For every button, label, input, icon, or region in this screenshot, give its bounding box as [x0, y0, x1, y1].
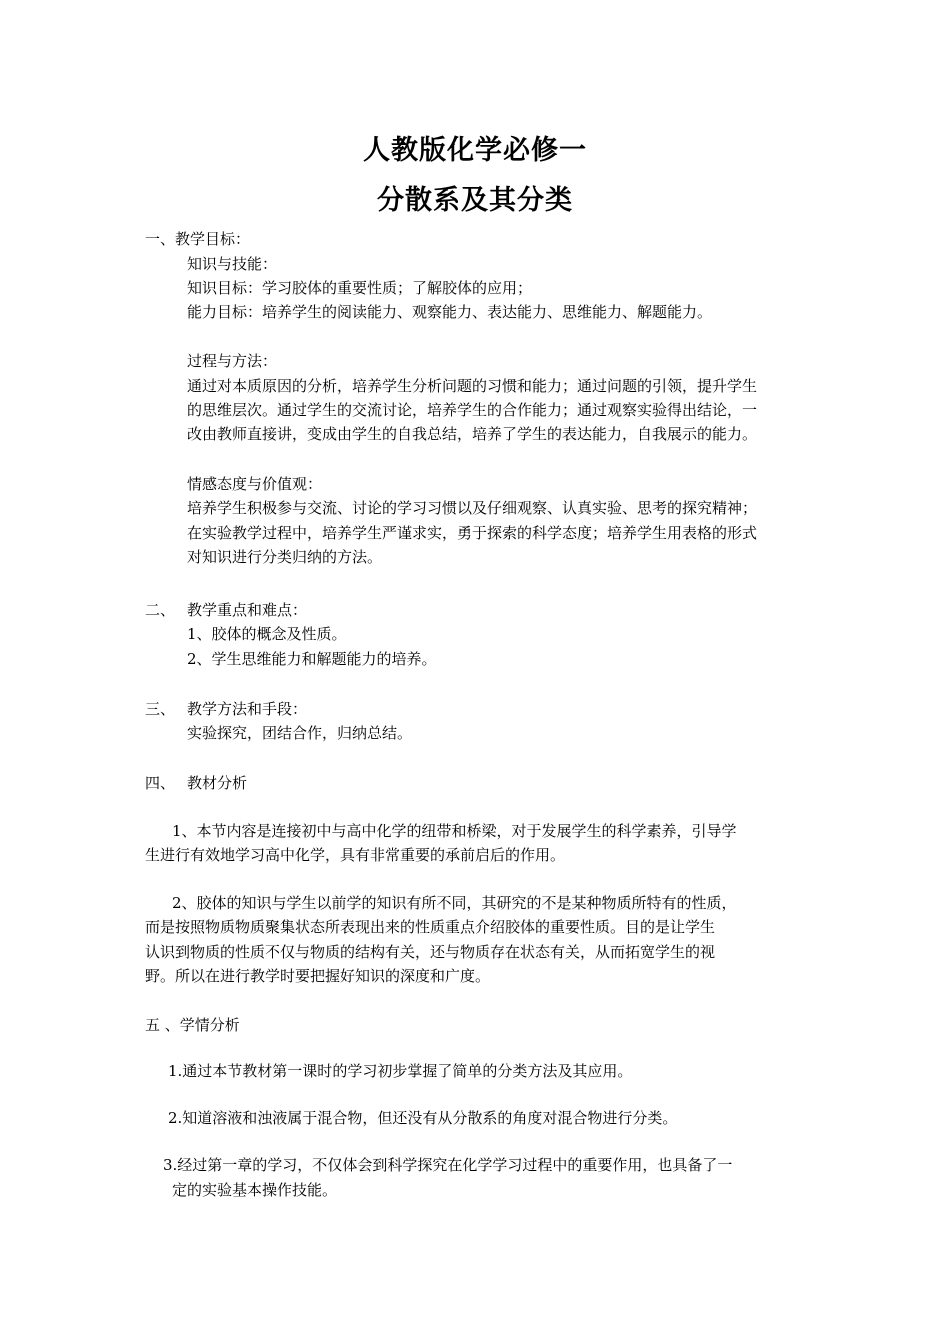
focus-item-1: 1、胶体的概念及性质。	[187, 625, 347, 643]
analysis-para-2-line-2: 而是按照物质物质聚集状态所表现出来的性质重点介绍胶体的重要性质。目的是让学生	[145, 918, 716, 936]
doc-title: 人教版化学必修一	[363, 135, 587, 166]
ability-goal: 能力目标：培养学生的阅读能力、观察能力、表达能力、思维能力、解题能力。	[187, 303, 713, 321]
analysis-para-2-line-4: 野。所以在进行教学时要把握好知识的深度和广度。	[145, 967, 491, 985]
analysis-para-1-line-2: 生进行有效地学习高中化学，具有非常重要的承前启后的作用。	[145, 846, 566, 864]
process-line-2: 的思维层次。通过学生的交流讨论，培养学生的合作能力；通过观察实验得出结论，一	[187, 401, 758, 419]
section-2-number: 二、	[145, 601, 176, 619]
section-5-heading: 五 、学情分析	[145, 1016, 240, 1034]
subheading-knowledge-skills: 知识与技能：	[187, 255, 278, 273]
analysis-para-1-line-1: 1、本节内容是连接初中与高中化学的纽带和桥梁，对于发展学生的科学素养，引导学	[172, 822, 737, 840]
section-4-number: 四、	[145, 774, 176, 792]
doc-subtitle: 分散系及其分类	[377, 185, 573, 216]
subheading-attitude-values: 情感态度与价值观：	[187, 475, 323, 493]
section-3-heading: 教学方法和手段：	[187, 700, 308, 718]
student-item-2: 2.知道溶液和浊液属于混合物，但还没有从分散系的角度对混合物进行分类。	[168, 1109, 678, 1127]
section-3-number: 三、	[145, 700, 176, 718]
process-line-1: 通过对本质原因的分析，培养学生分析问题的习惯和能力；通过问题的引领，提升学生	[187, 377, 758, 395]
subheading-process-method: 过程与方法：	[187, 352, 278, 370]
analysis-para-2-line-3: 认识到物质的性质不仅与物质的结构有关，还与物质存在状态有关，从而拓宽学生的视	[145, 943, 716, 961]
attitude-line-2: 在实验教学过程中，培养学生严谨求实，勇于探索的科学态度；培养学生用表格的形式	[187, 524, 758, 542]
analysis-para-2-line-1: 2、胶体的知识与学生以前学的知识有所不同，其研究的不是某种物质所特有的性质，	[172, 894, 737, 912]
attitude-line-1: 培养学生积极参与交流、讨论的学习习惯以及仔细观察、认真实验、思考的探究精神；	[187, 499, 758, 517]
focus-item-2: 2、学生思维能力和解题能力的培养。	[187, 650, 437, 668]
knowledge-goal: 知识目标：学习胶体的重要性质；了解胶体的应用；	[187, 279, 533, 297]
student-item-1: 1.通过本节教材第一课时的学习初步掌握了简单的分类方法及其应用。	[168, 1062, 633, 1080]
student-item-3-line-1: 3.经过第一章的学习，不仅体会到科学探究在化学学习过程中的重要作用，也具备了一	[163, 1156, 733, 1174]
section-4-heading: 教材分析	[187, 774, 248, 792]
section-1-heading: 一、教学目标：	[145, 230, 251, 248]
method-item: 实验探究，团结合作，归纳总结。	[187, 724, 413, 742]
student-item-3-line-2: 定的实验基本操作技能。	[172, 1181, 338, 1199]
process-line-3: 改由教师直接讲，变成由学生的自我总结，培养了学生的表达能力，自我展示的能力。	[187, 425, 758, 443]
attitude-line-3: 对知识进行分类归纳的方法。	[187, 548, 383, 566]
section-2-heading: 教学重点和难点：	[187, 601, 308, 619]
